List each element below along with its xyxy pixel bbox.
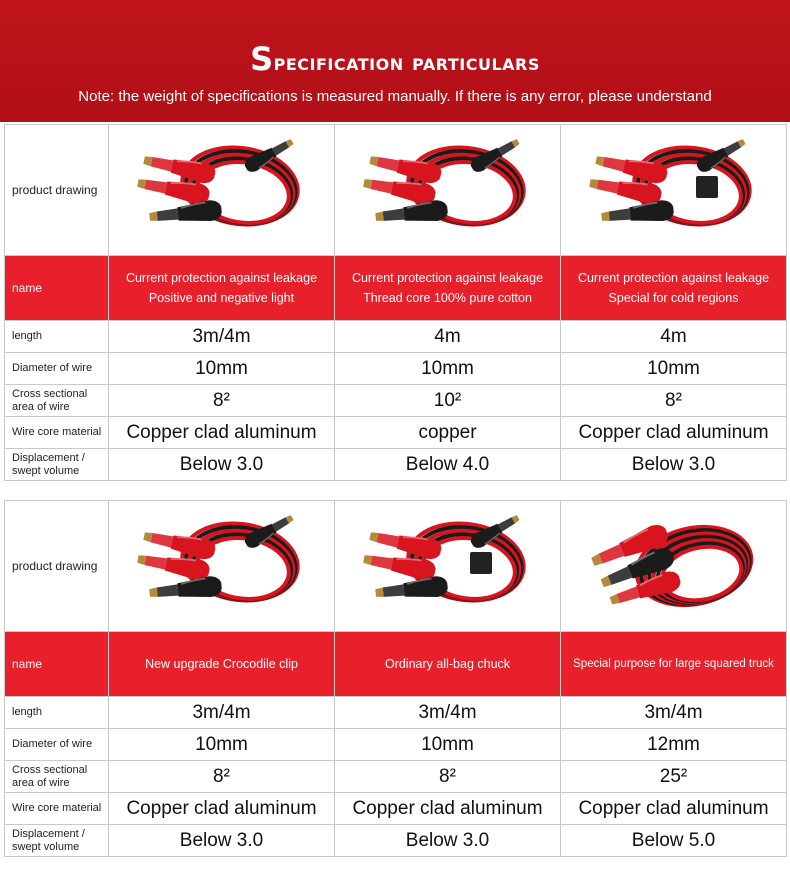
- cross-section-value: 8²: [561, 385, 787, 417]
- jumper-cable-icon: [335, 502, 560, 630]
- label-displacement: Displacement / swept volume: [5, 825, 109, 857]
- core-material-value: Copper clad aluminum: [561, 793, 787, 825]
- name-line: Current protection against leakage: [577, 271, 770, 285]
- cross-section-value: 8²: [109, 385, 335, 417]
- displacement-value: Below 5.0: [561, 825, 787, 857]
- core-material-row: [5, 417, 787, 449]
- label-product-drawing: product drawing: [5, 125, 109, 256]
- displacement-value: Below 3.0: [335, 825, 561, 857]
- label-name: name: [5, 632, 109, 697]
- diameter-row: [5, 353, 787, 385]
- length-value: 3m/4m: [109, 697, 335, 729]
- diameter-value: 10mm: [561, 353, 787, 385]
- jumper-cable-icon: [109, 502, 334, 630]
- diameter-value: 12mm: [561, 729, 787, 761]
- cross-section-value: 25²: [561, 761, 787, 793]
- header-banner: [0, 0, 790, 122]
- label-cross-section: Cross sectional area of wire: [5, 761, 109, 793]
- name-line: Special purpose for large squared truck: [573, 658, 774, 670]
- length-value: 3m/4m: [335, 697, 561, 729]
- name-line: Ordinary all-bag chuck: [384, 657, 511, 671]
- spec-table-2: [4, 500, 787, 857]
- length-value: 4m: [561, 321, 787, 353]
- product-name: [561, 632, 787, 697]
- product-name: [109, 632, 335, 697]
- header-note: Note: the weight of specifications is measured manually. If there is any error, please understand: [78, 88, 712, 105]
- jumper-cable-icon: [561, 126, 786, 254]
- title-initial: S: [250, 40, 274, 78]
- product-drawing-cell: [561, 501, 787, 632]
- diameter-row: [5, 729, 787, 761]
- displacement-value: Below 4.0: [335, 449, 561, 481]
- name-row: [5, 632, 787, 697]
- name-line: Thread core 100% pure cotton: [363, 291, 532, 305]
- label-length: length: [5, 697, 109, 729]
- drawing-row: [5, 125, 787, 256]
- label-cross-section: Cross sectional area of wire: [5, 385, 109, 417]
- label-diameter: Diameter of wire: [5, 729, 109, 761]
- product-drawing-cell: [561, 125, 787, 256]
- cross-section-value: 8²: [109, 761, 335, 793]
- drawing-row: [5, 501, 787, 632]
- length-value: 3m/4m: [109, 321, 335, 353]
- displacement-row: [5, 449, 787, 481]
- product-drawing-cell: [109, 125, 335, 256]
- spec-table-1: [4, 124, 787, 481]
- displacement-value: Below 3.0: [109, 825, 335, 857]
- product-name: [335, 256, 561, 321]
- product-drawing-cell: [335, 125, 561, 256]
- name-line: Special for cold regions: [608, 291, 739, 305]
- name-line: New upgrade Crocodile clip: [145, 657, 298, 671]
- name-line: Positive and negative light: [148, 291, 295, 305]
- length-row: [5, 697, 787, 729]
- core-material-value: Copper clad aluminum: [561, 417, 787, 449]
- displacement-row: [5, 825, 787, 857]
- label-product-drawing: product drawing: [5, 501, 109, 632]
- title-rest: pecification particulars: [273, 50, 540, 76]
- diameter-value: 10mm: [109, 353, 335, 385]
- cross-section-value: 10²: [335, 385, 561, 417]
- length-value: 3m/4m: [561, 697, 787, 729]
- length-value: 4m: [335, 321, 561, 353]
- name-line: Current protection against leakage: [351, 271, 544, 285]
- jumper-cable-icon: [335, 126, 560, 254]
- label-displacement: Displacement / swept volume: [5, 449, 109, 481]
- diameter-value: 10mm: [335, 729, 561, 761]
- displacement-value: Below 3.0: [109, 449, 335, 481]
- name-row: [5, 256, 787, 321]
- cross-section-row: [5, 385, 787, 417]
- length-row: [5, 321, 787, 353]
- page-title: [0, 40, 790, 78]
- label-length: length: [5, 321, 109, 353]
- product-drawing-cell: [109, 501, 335, 632]
- core-material-value: Copper clad aluminum: [109, 417, 335, 449]
- core-material-value: Copper clad aluminum: [109, 793, 335, 825]
- name-line: Current protection against leakage: [125, 271, 318, 285]
- core-material-value: copper: [335, 417, 561, 449]
- product-name: [109, 256, 335, 321]
- jumper-cable-icon: [561, 502, 786, 630]
- cross-section-row: [5, 761, 787, 793]
- product-name: [561, 256, 787, 321]
- label-core-material: Wire core material: [5, 793, 109, 825]
- label-name: name: [5, 256, 109, 321]
- displacement-value: Below 3.0: [561, 449, 787, 481]
- jumper-cable-icon: [109, 126, 334, 254]
- label-core-material: Wire core material: [5, 417, 109, 449]
- diameter-value: 10mm: [335, 353, 561, 385]
- label-diameter: Diameter of wire: [5, 353, 109, 385]
- product-drawing-cell: [335, 501, 561, 632]
- core-material-row: [5, 793, 787, 825]
- product-name: [335, 632, 561, 697]
- cross-section-value: 8²: [335, 761, 561, 793]
- diameter-value: 10mm: [109, 729, 335, 761]
- core-material-value: Copper clad aluminum: [335, 793, 561, 825]
